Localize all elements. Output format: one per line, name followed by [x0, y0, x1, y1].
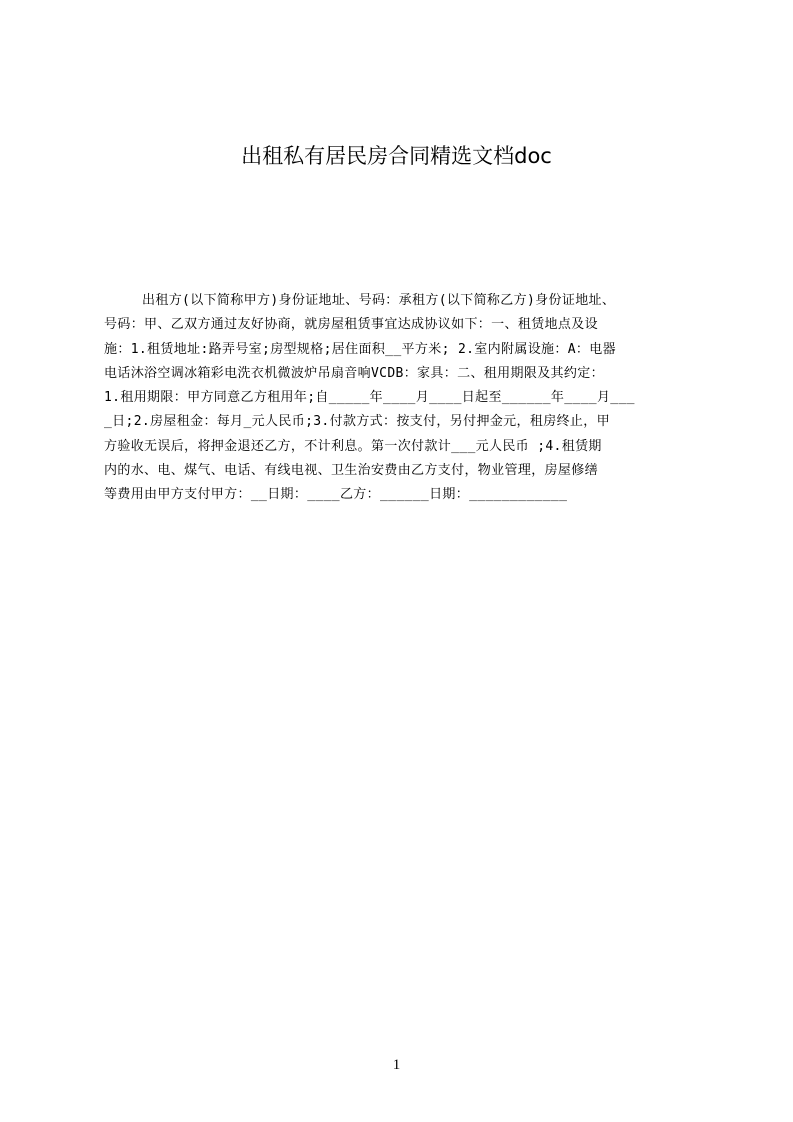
body-line-8: 内的水、电、煤气、电话、有线电视、卫生治安费由乙方支付，物业管理，房屋修缮: [104, 463, 598, 479]
page-number: 1: [392, 1057, 401, 1073]
body-line-3: 施：1.租赁地址:路弄号室;房型规格;居住面积__平方米; 2.室内附属设施：A：电器: [104, 341, 616, 357]
body-line-4: 电话沐浴空调冰箱彩电洗衣机微波炉吊扇音响VCDB：家具：二、租用期限及其约定：: [104, 365, 604, 381]
body-line-2: 号码：甲、乙双方通过友好协商，就房屋租赁事宜达成协议如下：一、租赁地点及设: [104, 317, 598, 333]
body-line-6: _日;2.房屋租金：每月_元人民币;3.付款方式：按支付，另付押金元，租房终止，甲: [104, 414, 610, 430]
body-line-1: 出租方(以下简称甲方)身份证地址、号码：承租方(以下简称乙方)身份证地址、: [142, 293, 616, 308]
contract-body: [104, 289, 704, 508]
body-line-9: 等费用由甲方支付甲方：__日期：____乙方：______日期：____________: [104, 487, 568, 503]
document-title: 出租私有居民房合同精选文档doc: [241, 144, 552, 168]
body-line-5: 1.租用期限：甲方同意乙方租用年;自_____年____月____日起至______年____月___: [104, 390, 635, 406]
body-line-7: 方验收无误后，将押金退还乙方，不计利息。第一次付款计___元人民币 ;4.租赁期: [104, 438, 602, 454]
